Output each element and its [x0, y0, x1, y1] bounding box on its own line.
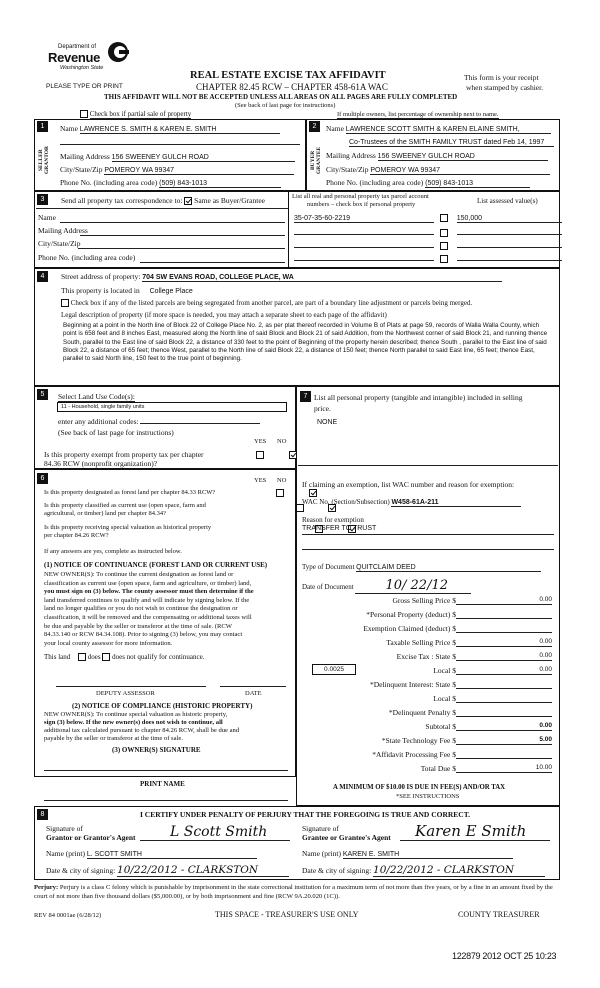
grantee-signature[interactable]: Karen E Smith: [400, 823, 550, 841]
deputy-assessor-label: DEPUTY ASSESSOR: [96, 690, 155, 697]
buyer-name-2[interactable]: Co-Trustees of the SMITH FAMILY TRUST dated Feb 14, 1997: [349, 139, 554, 147]
calc-taxable: Taxable Selling Price $: [386, 638, 456, 647]
minimum-note: A MINIMUM OF $10.00 IS DUE IN FEE(S) AND/OR TAX: [333, 784, 506, 791]
doc-date-label: Date of Document: [302, 583, 354, 591]
calc-total: Total Due $: [420, 764, 456, 773]
current-use-q1: Is this property classified as current use (open space, farm and: [44, 502, 206, 509]
delinquent-state-value[interactable]: [456, 680, 552, 689]
s5-see-back: (See back of last page for instructions): [58, 428, 174, 437]
grantee-sig-label-2: Grantee or Grantee's Agent: [302, 833, 391, 842]
treasurer-space: THIS SPACE - TREASURER'S USE ONLY: [215, 910, 359, 919]
grantor-date-label: Date & city of signing:: [46, 866, 116, 875]
grantor-name-row: [46, 849, 257, 859]
see-instructions: *SEE INSTRUCTIONS: [396, 793, 460, 800]
seller-mailing-row: [60, 152, 295, 162]
receipt-2: when stamped by cashier.: [466, 83, 544, 92]
buyer-mailing-row: [326, 151, 548, 161]
doc-type-label: Type of Document: [302, 563, 355, 571]
grantee-date[interactable]: 10/22/2012 - CLARKSTON: [373, 864, 545, 877]
buyer-phone-label: Phone No. (including area code): [326, 178, 424, 187]
personal-property-checkbox-1[interactable]: [440, 214, 448, 222]
personal-property-checkbox-3[interactable]: [440, 242, 448, 250]
seller-mailing[interactable]: 156 SWEENEY GULCH ROAD: [112, 154, 295, 162]
taxable-value[interactable]: 0.00: [456, 638, 552, 647]
street-label: Street address of property:: [61, 272, 141, 281]
grantee-sig-label-1: Signature of: [302, 824, 339, 833]
s5-yes: YES: [254, 438, 267, 445]
parcel-header-2: numbers – check box if personal property: [307, 201, 416, 208]
partial-sale: [80, 110, 191, 118]
grantor-signature[interactable]: L Scott Smith: [140, 825, 290, 841]
logo-dept: Department of: [58, 44, 97, 50]
current-use-q2: agricultural, or timber) land per chapter 84.34?: [44, 510, 167, 517]
reason-label: Reason for exemption: [302, 516, 364, 524]
buyer-city-label: City/State/Zip: [326, 165, 369, 174]
form-warning: THIS AFFIDAVIT WILL NOT BE ACCEPTED UNLESS ALL AREAS ON ALL PAGES ARE FULLY COMPLETED: [104, 93, 458, 101]
revenue-logo: [48, 40, 134, 76]
send-correspondence: [61, 196, 265, 205]
type-or-print: PLEASE TYPE OR PRINT: [46, 83, 123, 90]
date-label: DATE: [245, 690, 262, 697]
buyer-phone[interactable]: (509) 843-1013: [425, 180, 530, 188]
grantor-name[interactable]: L. SCOTT SMITH: [87, 851, 257, 859]
partial-sale-label: Check box if partial sale of property: [89, 110, 192, 118]
calc-delinquent-local: Local $: [433, 694, 456, 703]
gross-value[interactable]: 0.00: [456, 596, 552, 605]
does-not-checkbox[interactable]: [102, 653, 110, 661]
parcel-row-1: [294, 213, 562, 223]
forest-yes-checkbox[interactable]: [276, 489, 284, 497]
doc-date-row: [302, 578, 471, 594]
if-yes-note: If any answers are yes, complete as instructed below.: [44, 548, 182, 555]
s5-no: NO: [277, 438, 287, 445]
doc-type[interactable]: QUITCLAIM DEED: [356, 564, 541, 572]
owner-signature-line[interactable]: [44, 770, 288, 771]
same-as-buyer-label: Same as Buyer/Grantee: [194, 196, 265, 205]
located-row: [61, 286, 193, 295]
parcel-row-2: [294, 226, 562, 237]
seller-name[interactable]: LAWRENCE S. SMITH & KAREN E. SMITH: [80, 126, 280, 134]
calc-gross: Gross Selling Price $: [392, 596, 456, 605]
exemption-label: If claiming an exemption, list WAC number and reason for exemption:: [302, 480, 515, 489]
buyer-phone-row: [326, 178, 530, 188]
calc-penalty: *Delinquent Penalty $: [388, 708, 456, 717]
buyer-name2-row: [349, 137, 554, 147]
compliance-text: NEW OWNER(S): To continue special valuation as historic property, sign (3) below. If the new owner(s) does not wish to continue, all additional tax calculated pursuant to chapter 84.26 RCW, shall be due and payable by the seller or transferor at the time of sale.: [44, 711, 240, 742]
personal-property-value[interactable]: NONE: [317, 419, 338, 426]
personal-property-label-1: List all personal property (tangible and intangible) included in selling: [314, 393, 523, 402]
calc-exemption: Exemption Claimed (deduct) $: [363, 624, 456, 633]
calc-tech-fee: *State Technology Fee $: [381, 736, 456, 745]
segregated-row: [61, 299, 472, 307]
segregated-checkbox[interactable]: [61, 299, 69, 307]
local-tax-value[interactable]: 0.00: [456, 666, 552, 675]
exempt-q2: 84.36 RCW (nonprofit organization)?: [44, 459, 158, 468]
does-not-label: does not qualify for continuance.: [112, 653, 205, 661]
calc-subtotal: Subtotal $: [425, 722, 456, 731]
seller-grantor-label: SELLER GRANTOR: [38, 146, 50, 175]
grantee-name-row: [302, 849, 513, 859]
exempt-yes-checkbox[interactable]: [256, 451, 264, 459]
forest-q: Is this property designated as forest land per chapter 84.33 RCW?: [44, 489, 216, 496]
form-chapter: CHAPTER 82.45 RCW – CHAPTER 458-61A WAC: [196, 82, 388, 92]
grantor-sig-label-2: Grantor or Grantor's Agent: [46, 833, 136, 842]
calc-delinquent-state: *Delinquent Interest: State $: [369, 680, 456, 689]
continuance-title: (1) NOTICE OF CONTINUANCE (FOREST LAND OR CURRENT USE): [44, 561, 268, 569]
legal-label: Legal description of property (if more space is needed, you may attach a separate sheet to each page of the affidavit): [61, 311, 387, 319]
seller-city-row: [60, 165, 294, 175]
section-1-number: 1: [37, 121, 48, 132]
additional-codes-row: [58, 416, 260, 426]
exempt-q1: Is this property exempt from property tax per chapter: [44, 450, 204, 459]
section-8-number: 8: [37, 809, 48, 820]
grantee-date-label: Date & city of signing:: [302, 866, 372, 875]
seller-phone[interactable]: (509) 843-1013: [159, 180, 281, 188]
section-4-number: 4: [37, 271, 48, 282]
personal-value[interactable]: [456, 610, 552, 619]
s6-no: NO: [277, 477, 287, 484]
grantor-name-label: Name (print): [46, 849, 85, 858]
legal-description[interactable]: Beginning at a point in the North line of Block 22 of College Place No. 2, as per plat thereof recorded in Volume B of Plats at page 59, records of Walla Walla County, which point is 658 feet and 8 inches East, measured along the North line of said Block and Block 21 of said Addition, from the Northwest corner of said Block 21, and running thence South, parallel to the East line of said Block 22, a distance of 330 feet to the point of Beginning of the property herein described; thence South , parallel to the East line of said Block 22, a distance of 65 feet; thence West, parallel to the North line of said Block 22, a distance of 150 feet; thence North parallel to said East line, 65 feet; thence East, parallel to said North line, 150 feet to the true point of beginning.: [63, 322, 548, 363]
parcel-header-1: List all real and personal property tax parcel account: [292, 193, 429, 200]
historic-q1: Is this property receiving special valuation as historical property: [44, 524, 212, 531]
land-use-value: 11 - Household, single family units: [61, 404, 145, 410]
s3-phone-label: Phone No. (including area code): [38, 253, 136, 262]
local-rate-box[interactable]: 0.0025: [312, 664, 356, 675]
subtotal-value[interactable]: 0.00: [456, 722, 552, 731]
buyer-grantee-label: BUYER GRANTEE: [310, 146, 322, 174]
parcel-row-4: [294, 252, 562, 263]
continuance-text: NEW OWNER(S): To continue the current designation as forest land or classification as current use (open space, farm and agriculture, or timber) land, you must sign on (3) below. The county assessor must then determine if the land transferred continues to qualify and will indicate by signing below. If the land no longer qualifies or you do not wish to continue the designation or classification, it will be removed and the compensating or additional taxes will be due and payable by the seller or transferor at the time of sale. (RCW 84.33.140 or RCW 84.34.108). Prior to signing (3) below, you may contact your local county assessor for more information.: [44, 571, 254, 647]
this-land-row: [44, 653, 204, 661]
revenue-swoosh-icon: [106, 40, 130, 64]
section-7-number: 7: [300, 391, 311, 402]
buyer-name-row: [326, 124, 551, 134]
buyer-name[interactable]: LAWRENCE SCOTT SMITH & KAREN ELAINE SMITH,: [346, 126, 551, 134]
grantee-name-label: Name (print): [302, 849, 341, 858]
does-label: does: [87, 653, 101, 661]
form-title: REAL ESTATE EXCISE TAX AFFIDAVIT: [190, 70, 386, 81]
s3-mailing-label: Mailing Address: [38, 226, 88, 235]
wac-row: [302, 498, 521, 507]
personal-property-label-2: price.: [314, 404, 331, 413]
seller-phone-row: [60, 178, 281, 188]
section-6-number: 6: [37, 473, 48, 484]
calc-local-tax: Local $: [433, 666, 456, 675]
buyer-mailing[interactable]: 156 SWEENEY GULCH ROAD: [378, 153, 548, 161]
additional-codes-input[interactable]: [140, 416, 260, 424]
doc-type-row: [302, 563, 541, 572]
s3-city-label: City/State/Zip: [38, 239, 81, 248]
print-name-label: PRINT NAME: [140, 780, 185, 788]
logo-agency: Revenue: [48, 50, 101, 65]
doc-date[interactable]: 10/ 22/12: [355, 578, 471, 594]
wac-number[interactable]: W458-61A-211: [391, 499, 521, 507]
wac-label: WAC No. (Section/Subsection): [302, 498, 390, 506]
buyer-city-row: [326, 165, 550, 175]
exemption-value[interactable]: [456, 624, 552, 633]
grantor-sig-label-1: Signature of: [46, 824, 83, 833]
logo-state: Washington State: [60, 65, 104, 71]
processing-fee-value[interactable]: [456, 750, 552, 759]
buyer-name-label: Name: [326, 124, 344, 133]
seller-city-label: City/State/Zip: [60, 165, 103, 174]
total-value[interactable]: 10.00: [456, 764, 552, 773]
personal-property-checkbox-2[interactable]: [440, 229, 448, 237]
s6-yes: YES: [254, 477, 267, 484]
land-use-label: Select Land Use Code(s):: [58, 392, 135, 401]
personal-property-checkbox-4[interactable]: [440, 255, 448, 263]
delinquent-local-value[interactable]: [456, 694, 552, 703]
does-checkbox[interactable]: [78, 653, 86, 661]
compliance-title: (2) NOTICE OF COMPLIANCE (HISTORIC PROPERTY): [72, 702, 253, 710]
grantee-date-row: [302, 864, 545, 877]
perjury-note: Perjury: Perjury is a class C felony which is punishable by imprisonment in the state correctional institution for a maximum term of not more than five years, or by a fine in an amount fixed by the court of not more than five thousand dollars ($5,000.00), or by both imprisonment and fine (RCW 9A.20.020 (1C)).: [34, 884, 553, 900]
seller-phone-label: Phone No. (including area code): [60, 178, 158, 187]
street-address[interactable]: 704 SW EVANS ROAD, COLLEGE PLACE, WA: [142, 274, 502, 282]
seller-city[interactable]: POMEROY WA 99347: [104, 167, 294, 175]
print-name-line[interactable]: [44, 800, 288, 801]
state-tax-value[interactable]: 0.00: [456, 652, 552, 661]
same-as-buyer-checkbox[interactable]: [184, 197, 192, 205]
receipt-stamp: 122879 2012 OCT 25 10:23: [452, 951, 557, 961]
county-treasurer: COUNTY TREASURER: [458, 910, 540, 919]
this-land-label: This land: [44, 653, 71, 661]
section-2-number: 2: [309, 121, 320, 132]
seller-mailing-label: Mailing Address: [60, 152, 110, 161]
located-label: This property is located in: [61, 286, 140, 295]
additional-codes-label: enter any additional codes:: [58, 417, 139, 426]
calc-personal: *Personal Property (deduct) $: [366, 610, 456, 619]
assessed-header: List assessed value(s): [477, 197, 538, 205]
see-back: (See back of last page for instructions): [235, 102, 336, 109]
send-label: Send all property tax correspondence to:: [61, 196, 183, 205]
certify-statement: I CERTIFY UNDER PENALTY OF PERJURY THAT THE FOREGOING IS TRUE AND CORRECT.: [140, 810, 471, 819]
assessed-value[interactable]: 150,000: [457, 215, 562, 223]
buyer-mailing-label: Mailing Address: [326, 151, 376, 160]
land-use-select[interactable]: [57, 402, 287, 412]
segregated-label: Check box if any of the listed parcels are being segregated from another parcel, are part of a boundary line adjustment or parcels being merged.: [70, 299, 473, 307]
street-row: [61, 272, 502, 282]
located-city[interactable]: College Place: [149, 288, 193, 295]
partial-sale-checkbox[interactable]: [80, 110, 88, 118]
reason-value[interactable]: TRANSFER TO TRUST: [302, 525, 377, 532]
multiple-owners-note: If multiple owners, list percentage of ownership next to name.: [337, 111, 499, 118]
buyer-city[interactable]: POMEROY WA 99347: [370, 167, 550, 175]
grantor-date-row: [46, 864, 289, 877]
grantor-date[interactable]: 10/22/2012 - CLARKSTON: [117, 864, 289, 877]
parcel-row-3: [294, 239, 562, 250]
calc-processing-fee: *Affidavit Processing Fee $: [372, 750, 456, 759]
rev-number: REV 84 0001ae (6/28/12): [34, 912, 102, 919]
parcel-number[interactable]: 35-07-35-60-2219: [294, 215, 434, 223]
grantee-name[interactable]: KAREN E. SMITH: [343, 851, 513, 859]
seller-name-row: [60, 124, 280, 134]
calc-state-tax: Excise Tax : State $: [396, 652, 456, 661]
receipt-1: This form is your receipt: [464, 73, 539, 82]
section-5-number: 5: [37, 389, 48, 400]
tech-fee-value[interactable]: 5.00: [456, 736, 552, 745]
seller-name-label: Name: [60, 124, 78, 133]
owner-signature-title: (3) OWNER(S) SIGNATURE: [112, 746, 201, 754]
section-3-number: 3: [37, 194, 48, 205]
historic-q2: per chapter 84.26 RCW?: [44, 532, 109, 539]
penalty-value[interactable]: [456, 708, 552, 717]
s3-name-label: Name: [38, 213, 56, 222]
